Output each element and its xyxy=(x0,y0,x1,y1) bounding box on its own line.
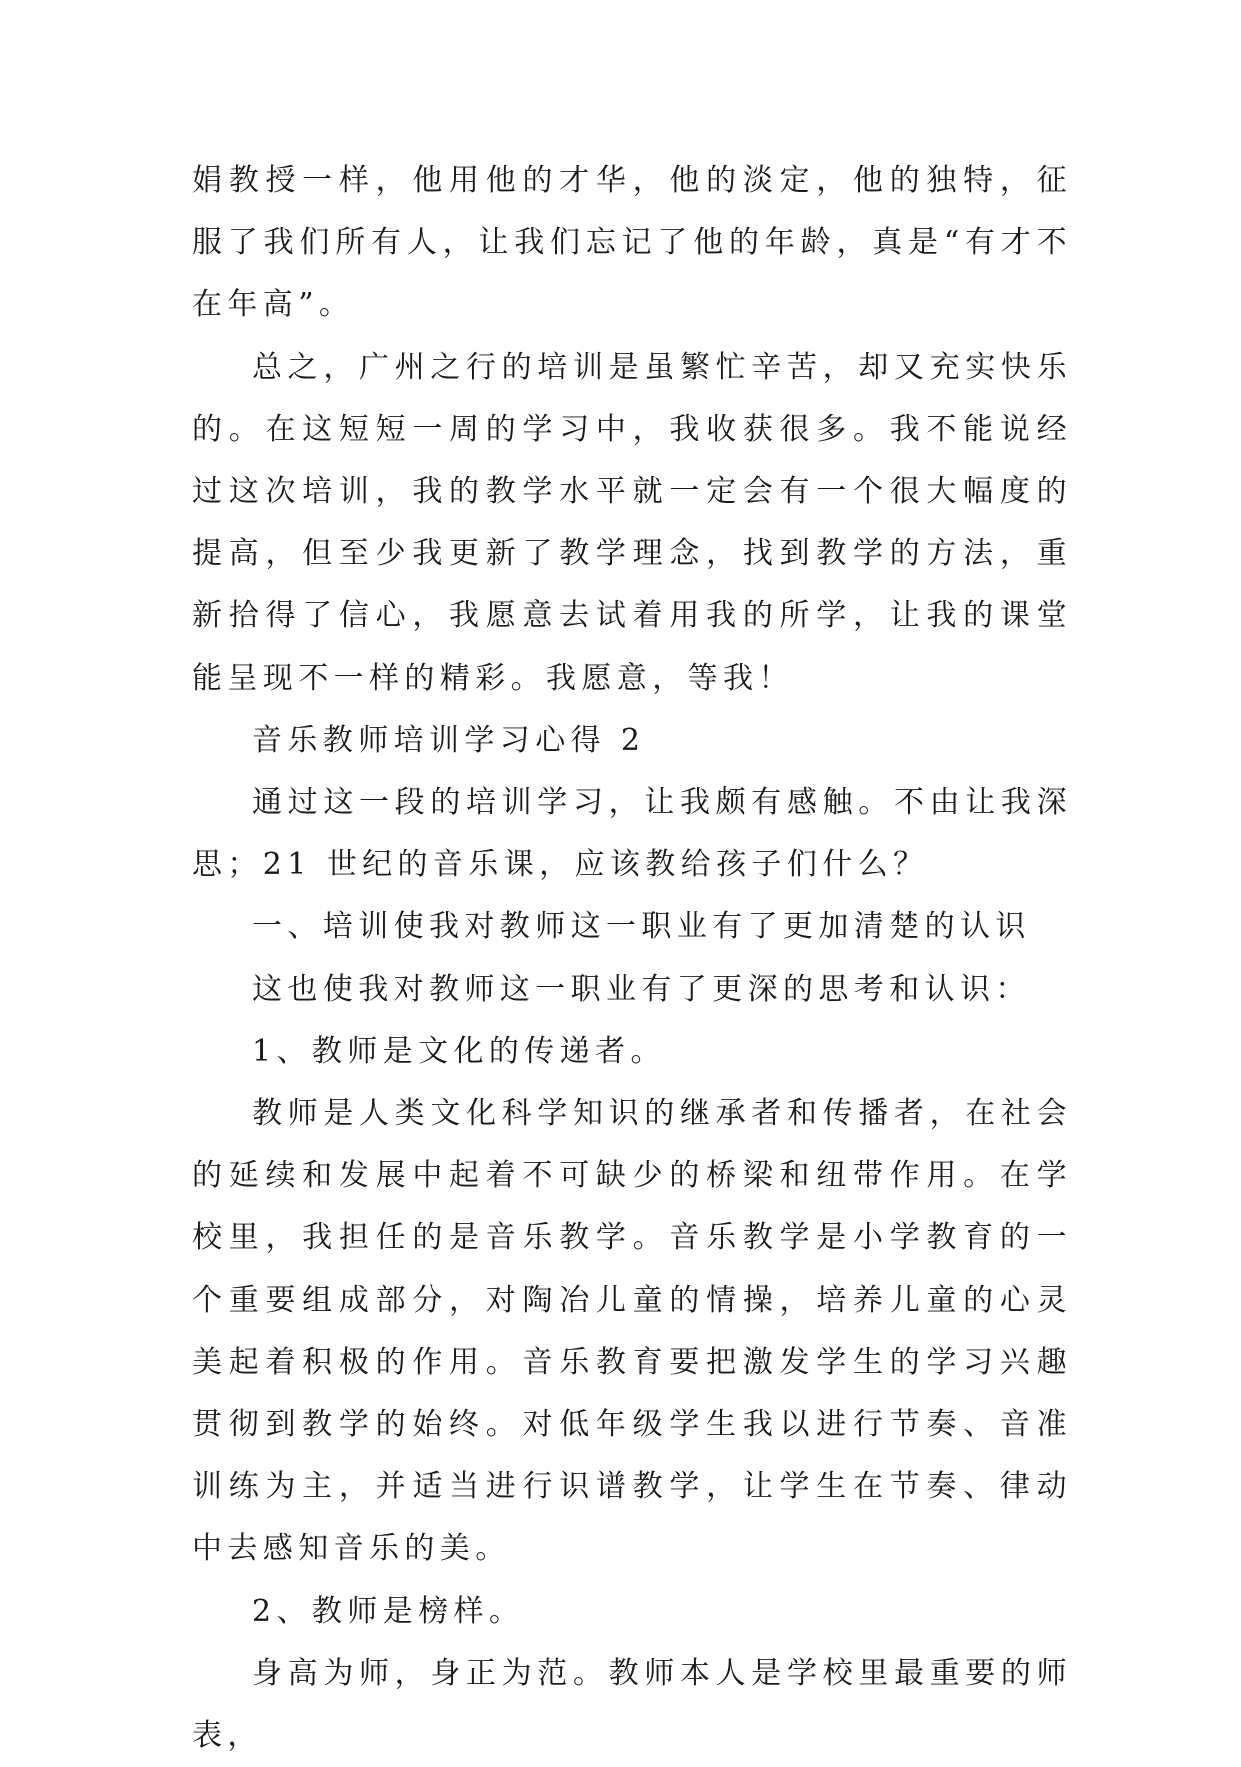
paragraph-item-2-body: 身高为师，身正为范。教师本人是学校里最重要的师表， xyxy=(192,1655,1072,1754)
section-title: 音乐教师培训学习心得 2 xyxy=(252,722,646,758)
paragraph-continued: 娟教授一样，他用他的才华，他的淡定，他的独特，征服了我们所有人，让我们忘记了他的年龄，真是“有才不在年高”。 xyxy=(192,163,1072,323)
document-body xyxy=(192,150,1072,1767)
list-item-2: 2、教师是榜样。 xyxy=(252,1593,525,1629)
paragraph-intro: 通过这一段的培训学习，让我颇有感触。不由让我深思；21 世纪的音乐课，应该教给孩子们什么？ xyxy=(192,785,1072,883)
section-heading-1: 一、培训使我对教师这一职业有了更加清楚的认识 xyxy=(252,909,1031,945)
paragraph-item-1-body: 教师是人类文化科学知识的继承者和传播者，在社会的延续和发展中起着不可缺少的桥梁和纽带作用。在学校里，我担任的是音乐教学。音乐教学是小学教育的一个重要组成部分，对陶冶儿童的情操，培养儿童的心灵美起着积极的作用。音乐教育要把激发学生的学习兴趣贯彻到教学的始终。对低年级学生我以进行节奏、音准训练为主，并适当进行识谱教学，让学生在节奏、律动中去感知音乐的美。 xyxy=(192,1096,1072,1567)
list-item-1: 1、教师是文化的传递者。 xyxy=(252,1033,666,1069)
paragraph-summary: 总之，广州之行的培训是虽繁忙辛苦，却又充实快乐的。在这短短一周的学习中，我收获很多。我不能说经过这次培训，我的教学水平就一定会有一个很大幅度的提高，但至少我更新了教学理念，找到教学的方法，重新拾得了信心，我愿意去试着用我的所学，让我的课堂能呈现不一样的精彩。我愿意，等我！ xyxy=(192,349,1072,696)
paragraph-lead: 这也使我对教师这一职业有了更深的思考和认识： xyxy=(252,971,1031,1007)
